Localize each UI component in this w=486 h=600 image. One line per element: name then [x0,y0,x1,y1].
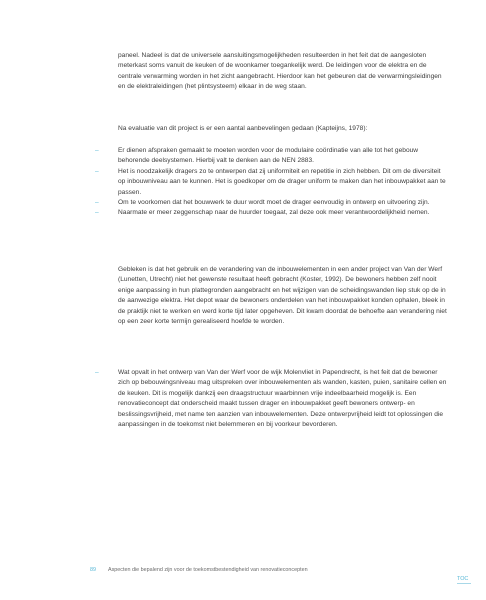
list-item [95,208,448,218]
list-item-text: Wat opvalt in het ontwerp van Van der Werf voor de wijk Molenvliet in Papendrecht, is het feit dat de bewoner zich op bebouwingsniveau mag uitspreken over inbouwelementen als wanden, kasten, puien, sanitaire cellen en de keuken. Dit is mogelijk dankzij een draagstructuur waarbinnen vrije indeelbaarheid mogelijk is. Een renovatieconcept dat onderscheid maakt tussen drager en inbouwpakket geeft bewoners ontwerp- en beslissingsvrijheid, met name ten aanzien van inbouwelementen. Deze ontwerpvrijheid leidt tot oplossingen die aanpassingen in de toekomst niet belemmeren en bij voorkeur bevorderen. [118,369,447,429]
list-item [95,198,448,208]
list-item-text: Er dienen afspraken gemaakt te moeten worden voor de modulaire coördinatie van alle tot het gebouw behorende deelsystemen. Hierbij valt te denken aan de NEN 2883. [118,147,419,165]
toc-link[interactable]: TOC [457,576,469,582]
paragraph-text: Gebleken is dat het gebruik en de verandering van de inbouwelementen in een ander project van Van der Werf (Lunetten, Utrecht) niet het gewenste resultaat heeft gebracht (Koster, 1992). De bewoners hebben zelf nooit enige aanpassing in hun plattegronden aangebracht en het wijzigen van de scheidingswanden liep stuk op de in de aanwezige elektra. Het depot waar de bewoners onderdelen van het inbouwpakket konden ophalen, bleek in de praktijk niet te werken en werd korte tijd later opgeheven. Dit kwam doordat de behoefte aan verandering niet op een zeer korte termijn gerealiseerd hoefde te worden. [118,266,447,326]
bullet-dash: – [95,147,99,154]
list-item-text: Naarmate er meer zeggenschap naar de huurder toegaat, zal deze ook meer verantwoordelijkheid nemen. [118,209,430,217]
recommendation-list [95,146,448,219]
paragraph-text: Na evaluatie van dit project is er een aantal aanbevelingen gedaan (Kapteijns, 1978): [118,125,368,132]
list-item-text: Om te voorkomen dat het bouwwerk te duur wordt moet de drager eenvoudig in ontwerp en uitvoering zijn. [118,199,430,207]
observation-list [95,368,448,430]
list-item [95,368,448,430]
list-item [95,146,448,167]
list-item [95,167,448,198]
body-paragraph [118,265,448,327]
body-paragraph [118,51,448,93]
bullet-dash: – [95,199,99,207]
bullet-dash: – [95,209,99,217]
page-footer [90,566,308,574]
body-paragraph [118,124,448,134]
running-title: Aspecten die bepalend zijn voor de toekomstbestendigheid van renovatieconcepten [108,567,308,573]
bullet-dash: – [95,167,99,175]
bullet-dash: – [95,369,99,376]
toc-underline [457,583,471,584]
list-item-text: Het is noodzakelijk dragers zo te ontwerpen dat zij uniformiteit en repetitie in zich hebben. Dit om de diversiteit op inbouwniveau aan te kunnen. Het is goedkoper om de drager uniform te maken dan het inbouwpakket aan te passen. [118,167,446,196]
paragraph-text: paneel. Nadeel is dat de universele aansluitingsmogelijkheden resulteerden in het feit dat de aangesloten meterkast soms vanuit de keuken of de woonkamer toegankelijk werd. De leidingen voor de elektra en de centrale verwarming worden in het zicht aangebracht. Hierdoor kan het gebeuren dat de verwarmingsleidingen en de elektraleidingen (het plintsysteem) elkaar in de weg staan. [118,52,442,91]
page-number: 89 [90,567,96,573]
